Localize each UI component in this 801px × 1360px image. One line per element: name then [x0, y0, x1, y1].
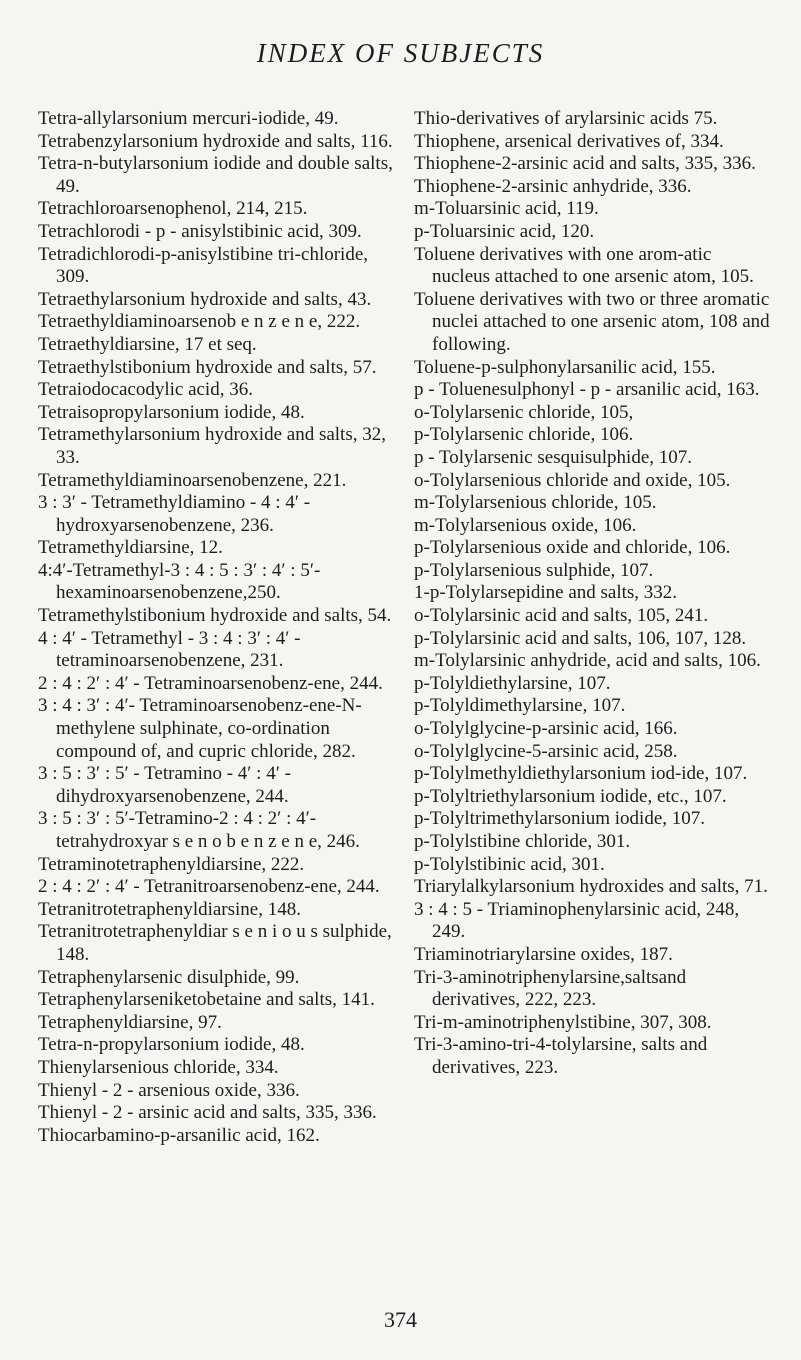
index-entry: o-Tolylglycine-p-arsinic acid, 166.: [414, 718, 678, 740]
index-entry: Tetramethylarsonium hydroxide and salts, 32, 33.: [38, 424, 386, 468]
index-entry: 3 : 4 : 5 - Triaminophenylarsinic acid, 248, 249.: [414, 898, 740, 943]
index-entry: Tetraethylstibonium hydroxide and salts, 57.: [38, 356, 377, 378]
index-entry: Toluene derivatives with one arom-atic nucleus attached to one arsenic atom, 105.: [414, 243, 754, 288]
index-entry: Tetraethyldiaminoarsenob e n z e n e, 222.: [38, 311, 361, 333]
index-entry: Tetra-allylarsonium mercuri-iodide, 49.: [38, 108, 339, 129]
left-index-column: [38, 108, 395, 1147]
index-entry: Tetramethylstibonium hydroxide and salts, 54.: [38, 605, 392, 627]
index-entry: p-Tolyldimethylarsine, 107.: [414, 695, 626, 717]
index-entry: Tetraphenylarseniketobetaine and salts, 141.: [38, 989, 375, 1011]
index-entry: o-Tolylarsinic acid and salts, 105, 241.: [414, 605, 709, 627]
index-entry: Tetraminotetraphenyldiarsine, 222.: [38, 853, 305, 875]
index-entry: Tetrabenzylarsonium hydroxide and salts, 116.: [38, 130, 393, 152]
page-number: 374: [384, 1307, 417, 1332]
index-entry: p-Tolylarsenious oxide and chloride, 106.: [414, 537, 731, 559]
index-entry: Toluene derivatives with two or three aromatic nuclei attached to one arsenic atom, 108 and following.: [414, 288, 770, 355]
index-entry: 4:4′-Tetramethyl-3 : 4 : 5 : 3′ : 4′ : 5′-hexaminoarsenobenzene,250.: [38, 559, 321, 604]
index-entry: Tetrachloroarsenophenol, 214, 215.: [38, 198, 308, 220]
index-entry: 2 : 4 : 2′ : 4′ - Tetranitroarsenobenz-ene, 244.: [38, 876, 380, 898]
index-entry: Tetraethyldiarsine, 17 et seq.: [38, 333, 257, 355]
index-entry: 4 : 4′ - Tetramethyl - 3 : 4 : 3′ : 4′ - tetraminoarsenobenzene, 231.: [38, 627, 301, 672]
index-entry: p-Tolylstibine chloride, 301.: [414, 831, 631, 852]
index-entry: p-Tolylarsinic acid and salts, 106, 107, 128.: [414, 627, 747, 649]
index-entry: o-Tolylarsenic chloride, 105,: [414, 401, 634, 423]
index-entry: 1-p-Tolylarsepidine and salts, 332.: [414, 582, 678, 604]
index-entry: 3 : 4 : 3′ : 4′- Tetraminoarsenobenz-ene-N-methylene sulphinate, co-ordination compound of, and cupric chloride, 282.: [38, 695, 362, 762]
index-entry: Tetra-n-propylarsonium iodide, 48.: [38, 1034, 305, 1056]
index-entry: m-Toluarsinic acid, 119.: [414, 198, 599, 220]
index-entry: Tetraethylarsonium hydroxide and salts, 43.: [38, 288, 372, 310]
index-entry: Triaminotriarylarsine oxides, 187.: [414, 943, 673, 965]
index-entry: p - Tolylarsenic sesquisulphide, 107.: [414, 446, 693, 468]
index-entry: 3 : 5 : 3′ : 5′ - Tetramino - 4′ : 4′ - dihydroxyarsenobenzene, 244.: [38, 763, 291, 807]
index-entry: p-Tolylarsenic chloride, 106.: [414, 424, 634, 446]
index-entry: 3 : 3′ - Tetramethyldiamino - 4 : 4′ - hydroxyarsenobenzene, 236.: [38, 492, 311, 536]
index-entry: Tetradichlorodi-p-anisylstibine tri-chloride, 309.: [38, 243, 369, 288]
index-entry: Tetramethyldiarsine, 12.: [38, 537, 223, 559]
index-entry: p-Toluarsinic acid, 120.: [414, 220, 595, 242]
index-entry: Thienyl - 2 - arsinic acid and salts, 335, 336.: [38, 1102, 377, 1124]
index-entry: Tetranitrotetraphenyldiarsine, 148.: [38, 898, 301, 920]
index-entry: 2 : 4 : 2′ : 4′ - Tetraminoarsenobenz-ene, 244.: [38, 672, 383, 694]
index-entry: p-Tolylarsenious sulphide, 107.: [414, 559, 654, 581]
page-header: INDEX OF SUBJECTS: [256, 38, 545, 68]
index-entry: Triarylalkylarsonium hydroxides and salts, 71.: [414, 876, 768, 898]
index-entry: Tetranitrotetraphenyldiar s e n i o u s sulphide, 148.: [38, 921, 392, 965]
right-index-column: [414, 108, 771, 1080]
index-entry: 3 : 5 : 3′ : 5′-Tetramino-2 : 4 : 2′ : 4′-tetrahydroxyar s e n o b e n z e n e, 246.: [38, 808, 360, 852]
index-entry: Tetraisopropylarsonium iodide, 48.: [38, 401, 305, 423]
index-entry: Tri-3-amino-tri-4-tolylarsine, salts and derivatives, 223.: [414, 1034, 708, 1078]
index-entry: p-Tolyltrimethylarsonium iodide, 107.: [414, 808, 706, 830]
index-entry: Tri-m-aminotriphenylstibine, 307, 308.: [414, 1011, 712, 1033]
index-entry: Tetraphenylarsenic disulphide, 99.: [38, 966, 300, 988]
index-entry: o-Tolylarsenious chloride and oxide, 105.: [414, 469, 731, 491]
index-entry: Thiophene-2-arsinic anhydride, 336.: [414, 175, 692, 197]
index-entry: Toluene-p-sulphonylarsanilic acid, 155.: [414, 356, 716, 378]
index-entry: Tri-3-aminotriphenylarsine,saltsand derivatives, 222, 223.: [414, 966, 687, 1011]
index-entry: p-Tolyltriethylarsonium iodide, etc., 107.: [414, 785, 727, 807]
index-entry: Thiophene, arsenical derivatives of, 334.: [414, 130, 724, 152]
index-entry: p-Tolylstibinic acid, 301.: [414, 853, 605, 875]
index-entry: Thio-derivatives of arylarsinic acids 75.: [414, 108, 718, 129]
index-entry: Thienyl - 2 - arsenious oxide, 336.: [38, 1079, 300, 1101]
index-entry: Thiocarbamino-p-arsanilic acid, 162.: [38, 1124, 320, 1146]
index-entry: p-Tolylmethyldiethylarsonium iod-ide, 107.: [414, 763, 748, 785]
index-entry: m-Tolylarsenious oxide, 106.: [414, 514, 637, 536]
index-entry: p - Toluenesulphonyl - p - arsanilic acid, 163.: [414, 379, 760, 401]
index-entry: Tetraiodocacodylic acid, 36.: [38, 379, 253, 401]
index-entry: Thiophene-2-arsinic acid and salts, 335, 336.: [414, 153, 756, 175]
index-entry: Tetraphenyldiarsine, 97.: [38, 1011, 222, 1033]
index-entry: p-Tolyldiethylarsine, 107.: [414, 672, 611, 694]
index-entry: Thienylarsenious chloride, 334.: [38, 1056, 279, 1078]
index-entry: Tetra-n-butylarsonium iodide and double salts, 49.: [38, 153, 393, 197]
index-entry: m-Tolylarsinic anhydride, acid and salts, 106.: [414, 650, 761, 672]
index-entry: m-Tolylarsenious chloride, 105.: [414, 492, 657, 514]
index-entry: o-Tolylglycine-5-arsinic acid, 258.: [414, 740, 678, 762]
index-entry: Tetramethyldiaminoarsenobenzene, 221.: [38, 469, 347, 491]
index-entry: Tetrachlorodi - p - anisylstibinic acid, 309.: [38, 220, 362, 242]
